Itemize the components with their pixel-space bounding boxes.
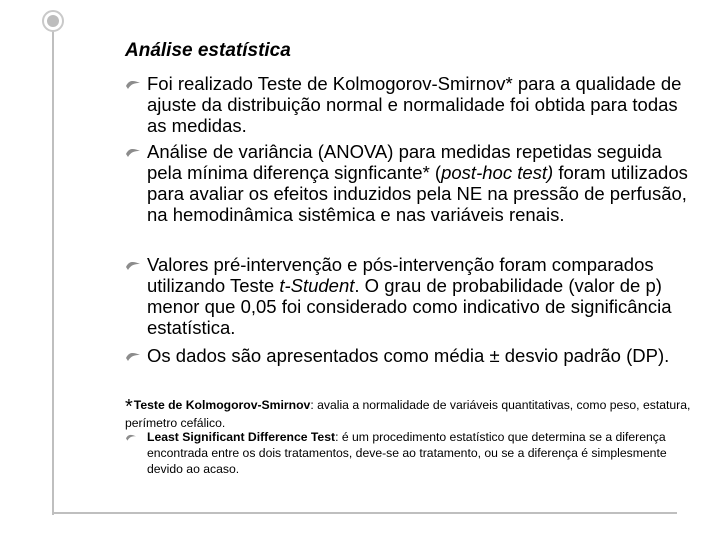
footnote-text: : avalia a normalidade de variáveis quantitativas, como peso, estatura, perímetro cefálico. [125,398,691,430]
slide-frame-vertical-line [52,25,54,515]
slide-title: Análise estatística [125,40,291,61]
circle-ornament-icon [42,10,64,32]
bullet-text: Análise de variância (ANOVA) para medidas repetidas seguida pela mínima diferença signficante* (post-hoc test) foram utilizados para avaliar os efeitos induzidos pela NE na pressão de perfusão, na hemodinâmica sistêmica e nas variáveis renais. [147,141,688,225]
bullet-item [125,345,700,366]
wave-bullet-icon [125,432,137,442]
bullet-text: Os dados são apresentados como média ± desvio padrão (DP). [147,345,670,366]
footnote-term: Teste de Kolmogorov-Smirnov [133,398,311,412]
bullet-item [125,254,700,338]
footnote-kolmogorov [125,397,700,431]
footnote-star: * [125,396,133,418]
footnote-text: : é um procedimento estatístico que determina se a diferença encontrada entre os dois tratamentos, deve-se ao tratamento, ou se a diferença é simplesmente devido ao acaso. [147,430,667,476]
slide-frame-horizontal-line [52,512,677,514]
wave-bullet-icon [125,258,141,272]
footnote-term: Least Significant Difference Test [147,430,336,444]
wave-bullet-icon [125,145,141,159]
wave-bullet-icon [125,349,141,363]
footnote-lsd [125,429,700,477]
bullet-text: Foi realizado Teste de Kolmogorov-Smirnov* para a qualidade de ajuste da distribuição normal e normalidade foi obtida para todas as medidas. [147,73,682,136]
bullet-item [125,141,700,225]
bullet-item [125,73,700,136]
bullet-text: Valores pré-intervenção e pós-intervenção foram comparados utilizando Teste t-Student. O grau de probabilidade (valor de p) menor que 0,05 foi considerado como indicativo de significância estatística. [147,254,672,338]
wave-bullet-icon [125,77,141,91]
